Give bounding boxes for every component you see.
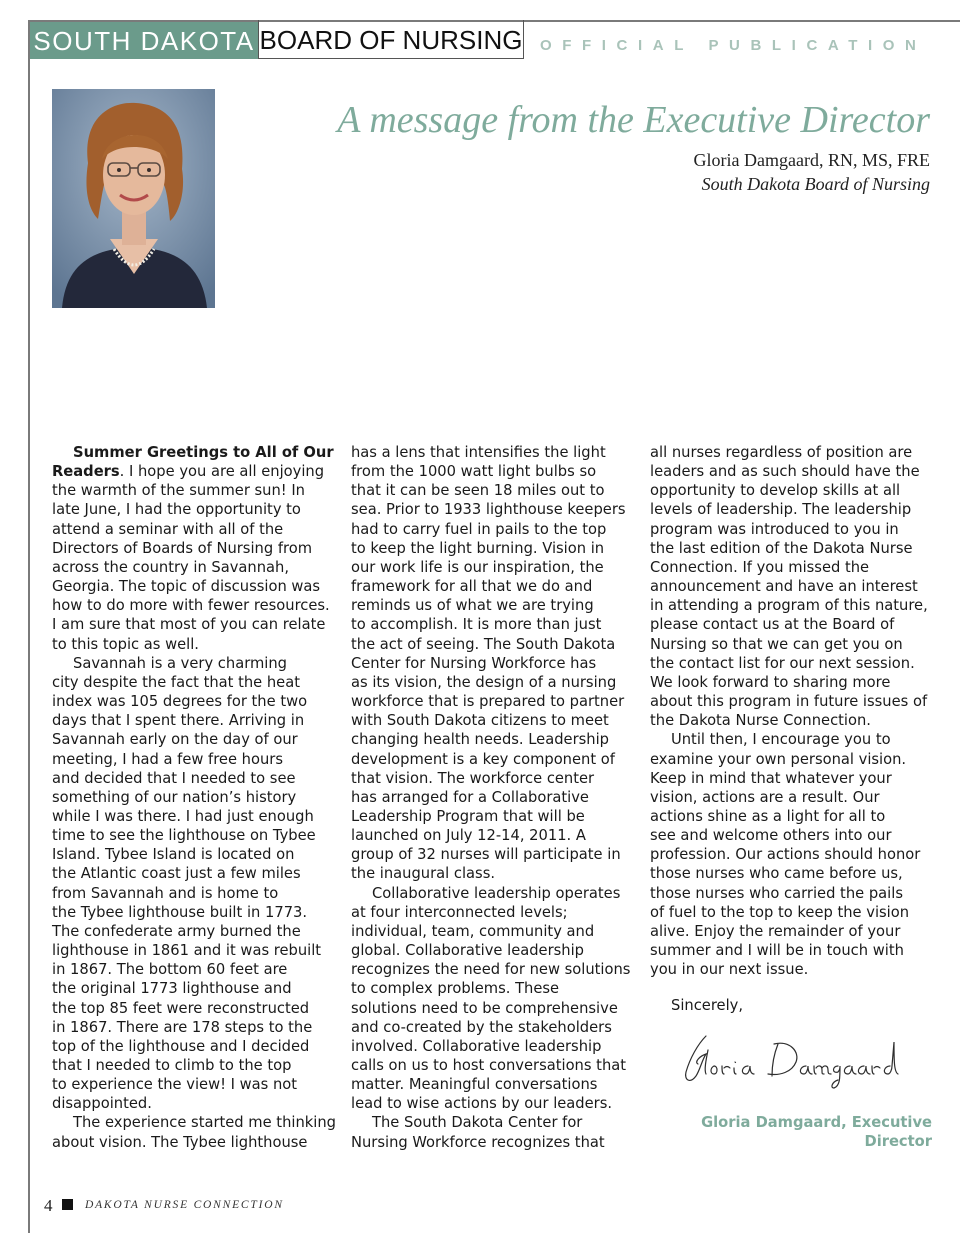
article-line: that it can be seen 18 miles out to: [351, 482, 605, 500]
article-line: vision, actions are a result. Our: [650, 788, 880, 806]
article-column-3: [650, 443, 945, 979]
greeting-heading-end: Readers: [52, 463, 120, 481]
footer-square-bullet: [62, 1199, 73, 1210]
article-line: lead to wise actions by our leaders.: [351, 1095, 613, 1113]
article-line: the Atlantic coast just a few miles: [52, 865, 301, 883]
article-line: the contact list for our next session.: [650, 654, 915, 672]
article-column-2: [351, 443, 641, 1152]
article-column-1: [52, 443, 342, 1152]
article-line: how to do more with fewer resources.: [52, 597, 330, 615]
article-line: in attending a program of this nature,: [650, 597, 928, 615]
article-line: Readers. I hope you are all enjoying: [52, 463, 325, 481]
article-line: days that I spent there. Arriving in: [52, 712, 305, 730]
article-line: profession. Our actions should honor: [650, 846, 921, 864]
article-line: in 1867. The bottom 60 feet are: [52, 961, 288, 979]
article-line: workforce that is prepared to partner: [351, 693, 625, 711]
masthead-publication: OFFICIAL PUBLICATION: [540, 37, 927, 54]
article-line: the Tybee lighthouse built in 1773.: [52, 903, 308, 921]
article-line: The experience started me thinking: [73, 1114, 336, 1132]
article-line: that I needed to climb to the top: [52, 1057, 292, 1074]
article-line: Savannah early on the day of our: [52, 731, 298, 749]
article-line: individual, team, community and: [351, 922, 595, 940]
article-line: alive. Enjoy the remainder of your: [650, 922, 901, 940]
article-line: levels of leadership. The leadership: [650, 501, 912, 519]
article-line: those nurses who came before us,: [650, 865, 903, 883]
article-line: reminds us of what we are trying: [351, 597, 594, 615]
article-line: all nurses regardless of position are: [650, 444, 913, 461]
article-line: in 1867. There are 178 steps to the: [52, 1018, 313, 1036]
signature-name: [701, 1113, 932, 1151]
article-line: the last edition of the Dakota Nurse: [650, 539, 913, 557]
article-line: Leadership Program that will be: [351, 807, 585, 825]
article-line: sea. Prior to 1933 lighthouse keepers: [351, 501, 626, 519]
article-line: opportunity to develop skills at all: [650, 482, 901, 500]
article-line: had to carry fuel in pails to the top: [351, 520, 607, 538]
article-line: to complex problems. These: [351, 980, 560, 998]
article-line: has arranged for a Collaborative: [351, 788, 589, 806]
page-title: A message from the Executive Director: [337, 99, 930, 141]
handwritten-signature: [676, 1030, 906, 1092]
signature-name-line-1: Gloria Damgaard, Executive: [701, 1114, 932, 1131]
article-line: about vision. The Tybee lighthouse: [52, 1133, 308, 1151]
portrait-illustration: [52, 89, 215, 308]
article-line: at four interconnected levels;: [351, 903, 568, 921]
article-line: to keep the light burning. Vision in: [351, 539, 605, 557]
article-line: the act of seeing. The South Dakota: [351, 635, 616, 653]
article-line: program was introduced to you in: [650, 520, 899, 538]
article-line: examine your own personal vision.: [650, 750, 907, 768]
left-rule: [28, 22, 30, 1233]
article-line: lighthouse in 1861 and it was rebuilt: [52, 942, 322, 960]
article-line: Keep in mind that whatever your: [650, 769, 892, 787]
article-line: Center for Nursing Workforce has: [351, 654, 597, 672]
article-line: matter. Meaningful conversations: [351, 1076, 598, 1094]
author-name: Gloria Damgaard, RN, MS, FRE: [693, 150, 930, 170]
article-line: announcement and have an interest: [650, 578, 918, 596]
article-line: the top 85 feet were reconstructed: [52, 999, 310, 1017]
article-line: Nursing Workforce recognizes that: [351, 1133, 605, 1151]
article-line: you in our next issue.: [650, 961, 809, 979]
article-line: leaders and as such should have the: [650, 463, 920, 481]
article-line: about this program in future issues of: [650, 693, 928, 711]
article-line: meeting, I had a few free hours: [52, 750, 283, 768]
article-line: the Dakota Nurse Connection.: [650, 712, 871, 730]
article-line: of fuel to the top to keep the vision: [650, 903, 910, 921]
article-line: that vision. The workforce center: [351, 769, 595, 787]
article-line: index was 105 degrees for the two: [52, 693, 308, 711]
article-line: from Savannah and is home to: [52, 884, 279, 902]
article-line: recognizes the need for new solutions: [351, 961, 631, 979]
article-line: attend a seminar with all of the: [52, 520, 284, 538]
article-line: Connection. If you missed the: [650, 558, 870, 576]
article-line: from the 1000 watt light bulbs so: [351, 463, 597, 481]
author-photo: [52, 89, 215, 308]
masthead-board: BOARD OF NURSING: [258, 20, 524, 59]
article-line: and decided that I needed to see: [52, 769, 296, 787]
article-line: while I was there. I had just enough: [52, 807, 314, 825]
author-organization: South Dakota Board of Nursing: [701, 174, 930, 194]
article-line: summer and I will be in touch with: [650, 942, 904, 960]
footer-publication: DAKOTA NURSE CONNECTION: [85, 1199, 284, 1211]
article-line: time to see the lighthouse on Tybee: [52, 827, 316, 845]
article-line: city despite the fact that the heat: [52, 673, 300, 691]
article-line: Savannah is a very charming: [73, 654, 287, 672]
article-line: the original 1773 lighthouse and: [52, 980, 292, 998]
article-line: late June, I had the opportunity to: [52, 501, 301, 519]
article-line: the inaugural class.: [351, 865, 496, 883]
article-line: We look forward to sharing more: [650, 673, 891, 691]
article-line: Until then, I encourage you to: [671, 731, 891, 749]
article-line: Island. Tybee Island is located on: [52, 846, 295, 864]
article-line: something of our nation’s history: [52, 788, 297, 806]
article-line: I am sure that most of you can relate: [52, 616, 326, 634]
article-line: top of the lighthouse and I decided: [52, 1037, 310, 1055]
article-line: those nurses who carried the pails: [650, 884, 903, 902]
article-line: across the country in Savannah,: [52, 558, 290, 576]
article-line: Directors of Boards of Nursing from: [52, 539, 313, 557]
article-line: development is a key component of: [351, 750, 615, 768]
page-number: 4: [44, 1196, 53, 1215]
article-line: Georgia. The topic of discussion was: [52, 578, 321, 596]
article-line: disappointed.: [52, 1095, 152, 1113]
article-line: Nursing so that we can get you on: [650, 635, 903, 653]
article-line: solutions need to be comprehensive: [351, 999, 618, 1017]
masthead-state: SOUTH DAKOTA: [30, 22, 258, 59]
article-line: the warmth of the summer sun! In: [52, 482, 305, 500]
article-line: The confederate army burned the: [52, 922, 301, 940]
article-line: with South Dakota citizens to meet: [351, 712, 609, 730]
article-line: group of 32 nurses will participate in: [351, 846, 621, 864]
article-line: our work life is our inspiration, the: [351, 558, 604, 576]
article-line: framework for all that we do and: [351, 578, 593, 596]
article-line: please contact us at the Board of: [650, 616, 895, 634]
greeting-heading: Summer Greetings to All of Our: [73, 444, 334, 461]
signature-name-line-2: Director: [864, 1133, 932, 1150]
article-line: to this topic as well.: [52, 635, 199, 653]
article-line: changing health needs. Leadership: [351, 731, 609, 749]
article-line: see and welcome others into our: [650, 827, 892, 845]
article-line: calls on us to host conversations that: [351, 1057, 627, 1074]
article-line: has a lens that intensifies the light: [351, 444, 606, 461]
article-line: to experience the view! I was not: [52, 1076, 298, 1094]
article-line: to accomplish. It is more than just: [351, 616, 602, 634]
article-line: and co-created by the stakeholders: [351, 1018, 612, 1036]
article-line: involved. Collaborative leadership: [351, 1037, 602, 1055]
article-line: as its vision, the design of a nursing: [351, 673, 617, 691]
article-line: launched on July 12-14, 2011. A: [351, 827, 586, 845]
article-line: The South Dakota Center for: [372, 1114, 583, 1132]
article-line: [52, 443, 342, 462]
article-line: Collaborative leadership operates: [372, 884, 621, 902]
article-line: actions shine as a light for all to: [650, 807, 886, 825]
article-line: global. Collaborative leadership: [351, 942, 584, 960]
closing: Sincerely,: [671, 997, 744, 1014]
